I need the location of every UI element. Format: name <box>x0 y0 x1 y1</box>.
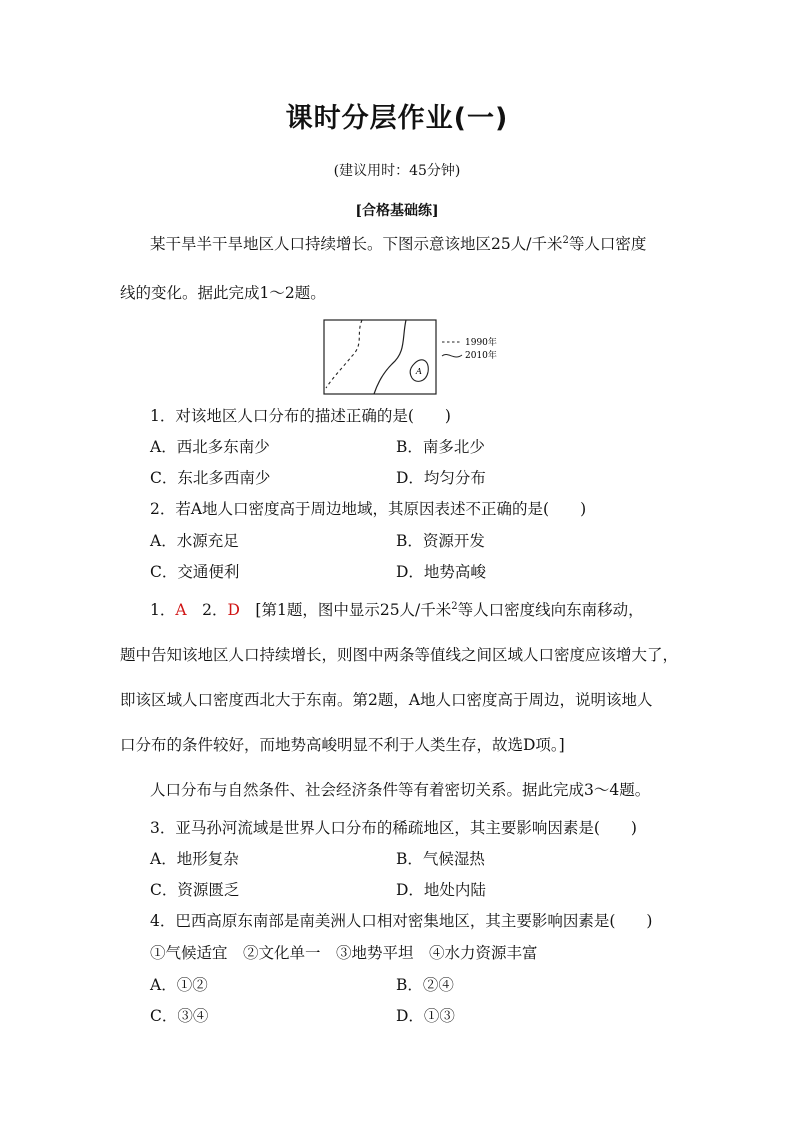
intro-text-a: 某干旱半干旱地区人口持续增长。下图示意该地区25人/千米 <box>150 235 563 253</box>
question-4-stem: 4．巴西高原东南部是南美洲人口相对密集地区，其主要影响因素是( ) <box>150 912 653 930</box>
question-3-option-c: C．资源匮乏 <box>150 881 240 899</box>
superscript: 2 <box>451 600 458 612</box>
question-1-stem: 1．对该地区人口分布的描述正确的是( ) <box>150 407 451 425</box>
question-3-option-a: A．地形复杂 <box>150 850 239 868</box>
legend-1990-label: 1990年 <box>465 338 497 348</box>
isoline-1990 <box>326 320 362 388</box>
answer-1-number: 1． <box>150 601 176 619</box>
legend-2010-label: 2010年 <box>465 351 497 361</box>
answer-explanation-b: 等人口密度线向东南移动， <box>457 601 644 619</box>
answer-2-letter: D <box>227 601 240 619</box>
question-2-option-b: B．资源开发 <box>396 532 485 550</box>
question-1-option-b: B．南多北少 <box>396 438 485 456</box>
question-3-option-d: D．地处内陆 <box>396 881 486 899</box>
answer-line-1 <box>150 600 644 620</box>
answer-line-3: 即该区域人口密度西北大于东南。第2题，A地人口密度高于周边，说明该地人 <box>120 691 653 709</box>
question-4-option-b: B．②④ <box>396 976 454 994</box>
question-2-stem: 2．若A地人口密度高于周边地域，其原因表述不正确的是( ) <box>150 500 587 518</box>
question-4-choices: ①气候适宜 ②文化单一 ③地势平坦 ④水力资源丰富 <box>150 944 538 962</box>
intro-paragraph-1-line-1 <box>150 234 646 254</box>
answer-explanation-a: [第1题，图中显示25人/千米 <box>255 601 452 619</box>
answer-line-2: 题中告知该地区人口持续增长，则图中两条等值线之间区域人口密度应该增大了， <box>120 646 679 664</box>
question-3-stem: 3．亚马孙河流域是世界人口分布的稀疏地区，其主要影响因素是( ) <box>150 819 637 837</box>
isoline-2010 <box>374 320 406 394</box>
question-3-option-b: B．气候湿热 <box>396 850 485 868</box>
question-1-option-d: D．均匀分布 <box>396 469 486 487</box>
suggested-time: (建议用时：45分钟) <box>333 163 461 179</box>
question-4-option-c: C．③④ <box>150 1007 209 1025</box>
question-1-option-c: C．东北多西南少 <box>150 469 271 487</box>
answer-2-number: 2． <box>202 601 228 619</box>
intro-paragraph-1-line-2: 线的变化。据此完成1～2题。 <box>120 284 326 302</box>
contour-map-figure <box>322 318 512 398</box>
intro-text-b: 等人口密度 <box>568 235 647 253</box>
legend-2010-symbol <box>442 355 462 357</box>
question-2-option-a: A．水源充足 <box>150 532 239 550</box>
question-4-option-d: D．①③ <box>396 1007 455 1025</box>
map-border <box>324 320 436 394</box>
answer-line-4: 口分布的条件较好，而地势高峻明显不利于人类生存，故选D项。] <box>120 736 565 754</box>
question-2-option-d: D．地势高峻 <box>396 563 486 581</box>
superscript: 2 <box>562 234 569 246</box>
page-title: 课时分层作业(一) <box>285 103 509 134</box>
question-2-option-c: C．交通便利 <box>150 563 240 581</box>
question-1-option-a: A．西北多东南少 <box>150 438 270 456</box>
intro-paragraph-2: 人口分布与自然条件、社会经济条件等有着密切关系。据此完成3～4题。 <box>150 781 651 799</box>
area-a-label: A <box>415 367 423 377</box>
question-4-option-a: A．①② <box>150 976 208 994</box>
section-heading: [合格基础练] <box>355 203 439 219</box>
answer-1-letter: A <box>175 601 187 619</box>
